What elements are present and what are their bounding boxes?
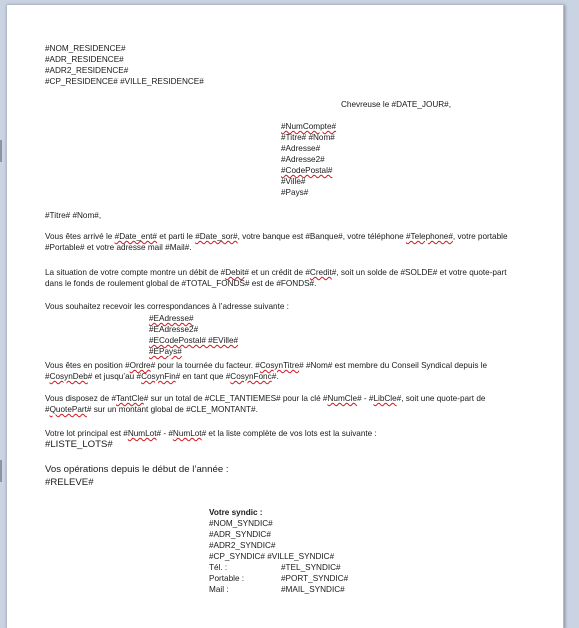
operations-heading: Vos opérations depuis le début de l’année : [45,464,229,475]
syndic-portable: Portable : #PORT_SYNDIC# [209,574,349,583]
recipient-block [281,121,336,198]
recipient-line: #Ville# [281,177,306,186]
left-edge-marker [0,140,2,162]
salutation: #Titre# #Nom#, [45,211,102,220]
releve-field: #RELEVE# [45,477,94,488]
syndic-tel: Tél. : #TEL_SYNDIC# [209,563,341,572]
paragraph-account: La situation de votre compte montre un débit de #Debit# et un crédit de #Credit#, soit un solde de #SOLDE# et votre quote-part dans le fonds de roulement global de #TOTAL_FONDS# est de #FONDS#. [45,268,507,288]
recipient-line: #CodePostal# [281,166,333,175]
document-page[interactable] [6,4,564,628]
correspondence-address: #EAdresse# #EAdresse2# #ECodePostal# #EVille# #EPays# [149,314,239,356]
left-edge-marker [0,460,2,482]
paragraph-arrival: Vous êtes arrivé le #Date_ent# et parti le #Date_sor#, votre banque est #Banque#, votre téléphone #Telephone#, votre portable #Portable# et votre adresse mail #Mail#. [45,232,508,252]
syndic-block [209,507,348,595]
recipient-line: #Adresse2# [281,155,325,164]
syndic-line: #ADR_SYNDIC# [209,530,271,539]
syndic-mail: Mail : #MAIL_SYNDIC# [209,585,345,594]
residence-address [45,43,204,87]
syndic-line: #NOM_SYNDIC# [209,519,273,528]
recipient-line: #NumCompte# [281,122,337,131]
syndic-heading: Votre syndic : [209,508,263,517]
recipient-line: #Pays# [281,188,309,197]
address-line: #NOM_RESIDENCE# [45,44,126,53]
date-line: Chevreuse le #DATE_JOUR#, [341,100,451,109]
paragraph-correspondence: Vous souhaitez recevoir les correspondances à l’adresse suivante : [45,302,289,311]
recipient-line: #Adresse# [281,144,321,153]
recipient-line: #Titre# #Nom# [281,133,335,142]
paragraph-tantiemes: Vous disposez de #TantCle# sur un total de #CLE_TANTIEMES# pour la clé #NumCle# - #LibCle#, soit une quote-part de #QuotePart# sur un montant global de #CLE_MONTANT#. [45,394,486,414]
syndic-line: #ADR2_SYNDIC# [209,541,276,550]
address-line: #ADR2_RESIDENCE# [45,66,129,75]
paragraph-lots: Votre lot principal est #NumLot# - #NumLot# et la liste complète de vos lots est la suivante : [45,429,377,438]
lots-list-field: #LISTE_LOTS# [45,439,113,450]
syndic-line: #CP_SYNDIC# #VILLE_SYNDIC# [209,552,335,561]
address-line: #CP_RESIDENCE# #VILLE_RESIDENCE# [45,77,204,86]
paragraph-council: Vous êtes en position #Ordre# pour la tournée du facteur. #CosynTitre# #Nom# est membre du Conseil Syndical depuis le #CosynDeb# et jusqu’au #CosynFin# en tant que #CosynFonc#. [45,361,488,381]
address-line: #ADR_RESIDENCE# [45,55,124,64]
